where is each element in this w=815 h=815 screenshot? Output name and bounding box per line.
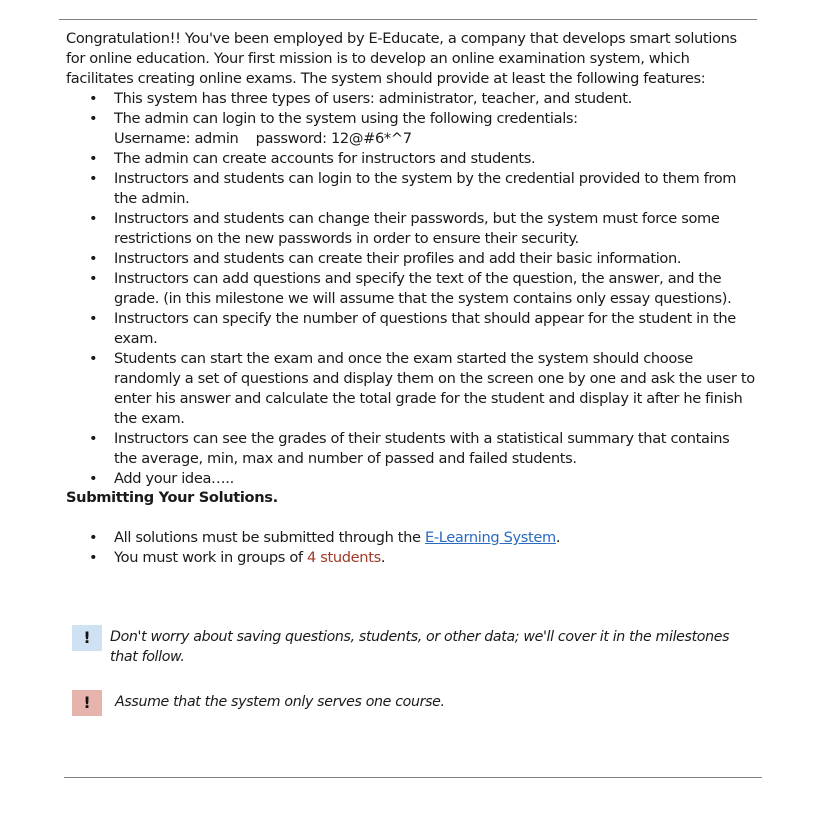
bullet-icon: •	[89, 250, 98, 267]
list-item: • Instructors and students can change their passwords, but the system must force some restrictions on the new passwords in order to ensure their security.	[89, 210, 720, 247]
list-item: • The admin can login to the system using the following credentials: Username: admin password: 12@#6*^7	[89, 110, 578, 147]
bullet-icon: •	[89, 430, 98, 447]
credentials-line: Username: admin password: 12@#6*^7	[114, 130, 412, 147]
list-item: • Instructors and students can create their profiles and add their basic information.	[89, 250, 682, 267]
bullet-icon: •	[89, 549, 98, 566]
list-item: • All solutions must be submitted through the E-Learning System.	[89, 529, 561, 546]
list-item: • The admin can create accounts for instructors and students.	[89, 150, 536, 167]
bullet-icon: •	[89, 350, 98, 367]
bullet-icon: •	[89, 170, 98, 187]
list-item: • This system has three types of users: administrator, teacher, and student.	[89, 90, 632, 107]
bullet-icon: •	[89, 310, 98, 327]
bullet-icon: •	[89, 210, 98, 227]
bullet-icon: •	[89, 529, 98, 546]
e-learning-link[interactable]: E-Learning System	[424, 529, 556, 546]
top-rule	[59, 19, 757, 20]
exclamation-icon: !	[72, 690, 102, 716]
submitting-heading: Submitting Your Solutions.	[66, 489, 278, 506]
admin-username: admin	[194, 130, 239, 147]
list-item: • Add your idea…..	[89, 470, 234, 487]
bullet-icon: •	[89, 270, 98, 287]
exclamation-icon: !	[72, 625, 102, 651]
list-item: • Instructors can specify the number of questions that should appear for the student in the exam.	[89, 310, 736, 347]
callout-note-course: Assume that the system only serves one course.	[115, 694, 445, 710]
list-item: • Instructors and students can login to the system by the credential provided to them from the admin.	[89, 170, 737, 207]
bullet-icon: •	[89, 110, 98, 127]
bullet-icon: •	[89, 150, 98, 167]
group-size-highlight: 4 students	[307, 549, 381, 566]
list-item: • You must work in groups of 4 students.	[89, 549, 386, 566]
list-item: • Instructors can see the grades of their students with a statistical summary that contains the average, min, max and number of passed and failed students.	[89, 430, 730, 467]
features-list	[66, 89, 756, 489]
bullet-icon: •	[89, 90, 98, 107]
list-item: • Students can start the exam and once the exam started the system should choose randomly a set of questions and display them on the screen one by one and ask the user to enter his answer and calculate the total grade for the student and display it after he finish the exam.	[89, 350, 755, 427]
submitting-list	[66, 528, 756, 568]
bottom-rule	[64, 777, 762, 778]
list-item: • Instructors can add questions and specify the text of the question, the answer, and the grade. (in this milestone we will assume that the system contains only essay questions).	[89, 270, 732, 307]
bullet-icon: •	[89, 470, 98, 487]
callout-note-storage: Don't worry about saving questions, students, or other data; we'll cover it in the milestones that follow.	[110, 629, 730, 665]
intro-paragraph: Congratulation!! You've been employed by E-Educate, a company that develops smart solutions for online education. Your first mission is to develop an online examination system, which facilitates creating online exams. The system should provide at least the following features:	[66, 30, 737, 87]
admin-password: 12@#6*^7	[330, 130, 412, 147]
